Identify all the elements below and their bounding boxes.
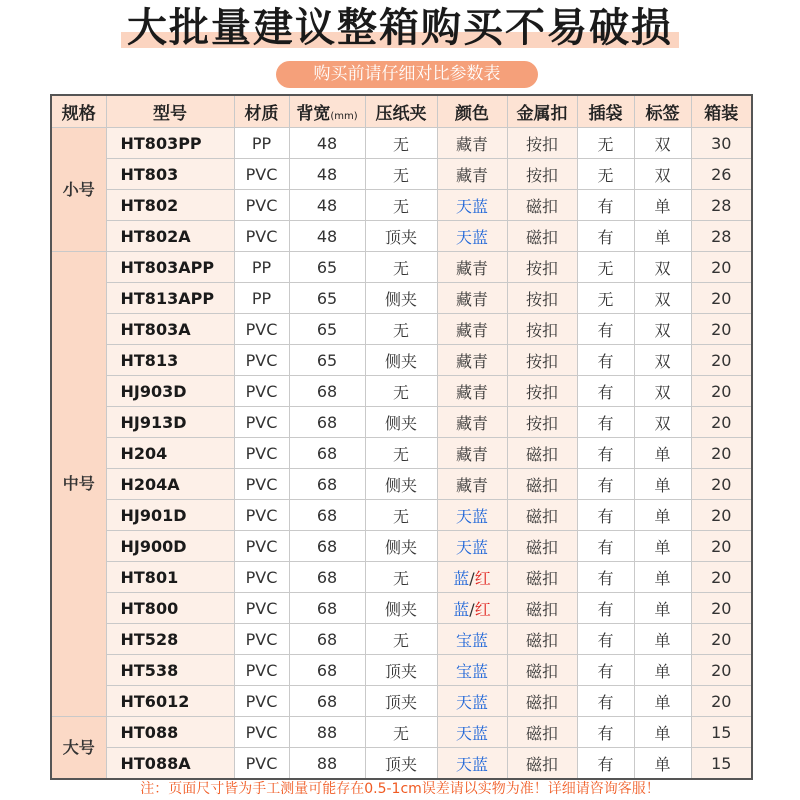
label-cell: 单 — [634, 438, 691, 469]
label-cell: 双 — [634, 159, 691, 190]
color-cell — [437, 283, 507, 314]
material-cell: PVC — [234, 531, 289, 562]
box-qty-cell: 20 — [691, 438, 752, 469]
clip-cell: 顶夹 — [365, 686, 437, 717]
spine-width-cell: 68 — [289, 469, 365, 500]
label-cell: 双 — [634, 283, 691, 314]
color-cell — [437, 593, 507, 624]
header-clip: 压纸夹 — [365, 95, 437, 128]
clasp-cell: 按扣 — [507, 314, 577, 345]
label-cell: 双 — [634, 376, 691, 407]
clip-cell: 无 — [365, 717, 437, 748]
clasp-cell: 按扣 — [507, 345, 577, 376]
model-cell: HT803A — [106, 314, 234, 345]
color-text: 天蓝 — [455, 506, 488, 526]
material-cell: PVC — [234, 314, 289, 345]
box-qty-cell: 20 — [691, 345, 752, 376]
color-text: 红 — [474, 568, 491, 588]
model-cell: HT6012 — [106, 686, 234, 717]
table-row — [51, 469, 752, 500]
subtitle-badge: 购买前请仔细对比参数表 — [276, 61, 538, 88]
color-text: 藏青 — [455, 444, 488, 464]
table-row — [51, 686, 752, 717]
pocket-cell: 有 — [577, 531, 634, 562]
table-header-row — [51, 95, 752, 128]
table-row — [51, 314, 752, 345]
material-cell: PVC — [234, 562, 289, 593]
label-cell: 单 — [634, 562, 691, 593]
box-qty-cell: 20 — [691, 531, 752, 562]
clip-cell: 无 — [365, 438, 437, 469]
pocket-cell: 有 — [577, 686, 634, 717]
model-cell: HT538 — [106, 655, 234, 686]
color-cell — [437, 190, 507, 221]
banner-title-wrap — [0, 0, 800, 58]
color-cell — [437, 655, 507, 686]
spine-width-cell: 48 — [289, 159, 365, 190]
material-cell: PP — [234, 252, 289, 283]
box-qty-cell: 20 — [691, 407, 752, 438]
header-spine — [289, 95, 365, 128]
material-cell: PP — [234, 283, 289, 314]
box-qty-cell: 28 — [691, 190, 752, 221]
spine-width-cell: 65 — [289, 345, 365, 376]
table-row — [51, 128, 752, 159]
spine-width-cell: 48 — [289, 221, 365, 252]
clasp-cell: 磁扣 — [507, 221, 577, 252]
spec-table — [50, 94, 753, 780]
pocket-cell: 无 — [577, 283, 634, 314]
spine-width-cell: 68 — [289, 593, 365, 624]
pocket-cell: 有 — [577, 345, 634, 376]
model-cell: HT088A — [106, 748, 234, 780]
material-cell: PVC — [234, 438, 289, 469]
clip-cell: 顶夹 — [365, 748, 437, 780]
table-row — [51, 748, 752, 780]
pocket-cell: 有 — [577, 655, 634, 686]
color-text: 蓝 — [453, 599, 470, 619]
pocket-cell: 有 — [577, 624, 634, 655]
pocket-cell: 有 — [577, 190, 634, 221]
clip-cell: 侧夹 — [365, 345, 437, 376]
color-text: / — [469, 568, 475, 588]
color-cell — [437, 159, 507, 190]
clip-cell: 侧夹 — [365, 531, 437, 562]
clip-cell: 无 — [365, 562, 437, 593]
clasp-cell: 磁扣 — [507, 562, 577, 593]
clasp-cell: 按扣 — [507, 159, 577, 190]
spine-width-cell: 68 — [289, 686, 365, 717]
color-text: 藏青 — [455, 320, 488, 340]
spine-width-cell: 65 — [289, 252, 365, 283]
spine-width-cell: 68 — [289, 438, 365, 469]
clip-cell: 无 — [365, 252, 437, 283]
clip-cell: 无 — [365, 159, 437, 190]
clasp-cell: 磁扣 — [507, 190, 577, 221]
box-qty-cell: 20 — [691, 686, 752, 717]
model-cell: HJ901D — [106, 500, 234, 531]
box-qty-cell: 30 — [691, 128, 752, 159]
model-cell: HT802 — [106, 190, 234, 221]
model-cell: HT801 — [106, 562, 234, 593]
color-cell — [437, 128, 507, 159]
pocket-cell: 有 — [577, 314, 634, 345]
box-qty-cell: 20 — [691, 283, 752, 314]
clasp-cell: 按扣 — [507, 407, 577, 438]
spine-width-cell: 48 — [289, 128, 365, 159]
clip-cell: 侧夹 — [365, 407, 437, 438]
box-qty-cell: 20 — [691, 655, 752, 686]
footer-note: 注：页面尺寸皆为手工测量可能存在0.5-1cm误差请以实物为准！详细请咨询客服！ — [140, 781, 660, 797]
clip-cell: 侧夹 — [365, 283, 437, 314]
clasp-cell: 按扣 — [507, 128, 577, 159]
box-qty-cell: 20 — [691, 624, 752, 655]
table-row — [51, 500, 752, 531]
color-cell — [437, 469, 507, 500]
box-qty-cell: 28 — [691, 221, 752, 252]
clip-cell: 无 — [365, 128, 437, 159]
table-row — [51, 407, 752, 438]
label-cell: 单 — [634, 686, 691, 717]
material-cell: PVC — [234, 469, 289, 500]
spine-width-cell: 68 — [289, 376, 365, 407]
label-cell: 单 — [634, 221, 691, 252]
material-cell: PVC — [234, 159, 289, 190]
clip-cell: 顶夹 — [365, 655, 437, 686]
color-text: 天蓝 — [455, 227, 488, 247]
size-group-text: 中号 — [62, 474, 95, 493]
clasp-cell: 磁扣 — [507, 717, 577, 748]
clasp-cell: 磁扣 — [507, 469, 577, 500]
page-title: 大批量建议整箱购买不易破损 — [121, 2, 679, 54]
spine-width-cell: 68 — [289, 531, 365, 562]
label-cell: 单 — [634, 624, 691, 655]
color-text: 宝蓝 — [455, 661, 488, 681]
table-row — [51, 252, 752, 283]
color-text: 藏青 — [455, 289, 488, 309]
size-group-text: 大号 — [62, 737, 95, 757]
model-cell: H204A — [106, 469, 234, 500]
pocket-cell: 无 — [577, 159, 634, 190]
size-group-label — [51, 252, 106, 717]
spine-width-cell: 65 — [289, 314, 365, 345]
box-qty-cell: 20 — [691, 469, 752, 500]
color-cell — [437, 252, 507, 283]
box-qty-cell: 15 — [691, 717, 752, 748]
material-cell: PVC — [234, 624, 289, 655]
model-cell: HT803PP — [106, 128, 234, 159]
color-text: 藏青 — [455, 134, 488, 154]
clip-cell: 无 — [365, 190, 437, 221]
clasp-cell: 按扣 — [507, 283, 577, 314]
material-cell: PVC — [234, 717, 289, 748]
header-group: 规格 — [51, 95, 106, 128]
color-cell — [437, 717, 507, 748]
spec-table-body — [51, 128, 752, 780]
color-cell — [437, 376, 507, 407]
color-text: 藏青 — [455, 475, 488, 495]
model-cell: HJ903D — [106, 376, 234, 407]
table-row — [51, 438, 752, 469]
spine-width-cell: 65 — [289, 283, 365, 314]
color-cell — [437, 748, 507, 780]
label-cell: 单 — [634, 190, 691, 221]
label-cell: 单 — [634, 531, 691, 562]
clip-cell: 无 — [365, 624, 437, 655]
label-cell: 单 — [634, 748, 691, 780]
spine-width-cell: 68 — [289, 407, 365, 438]
model-cell: HJ900D — [106, 531, 234, 562]
material-cell: PVC — [234, 376, 289, 407]
label-cell: 双 — [634, 407, 691, 438]
pocket-cell: 有 — [577, 469, 634, 500]
pocket-cell: 有 — [577, 376, 634, 407]
pocket-cell: 有 — [577, 748, 634, 780]
material-cell: PP — [234, 128, 289, 159]
label-cell: 单 — [634, 717, 691, 748]
label-cell: 双 — [634, 128, 691, 159]
model-cell: HT088 — [106, 717, 234, 748]
box-qty-cell: 26 — [691, 159, 752, 190]
model-cell: HT813 — [106, 345, 234, 376]
color-text: 藏青 — [455, 351, 488, 371]
label-cell: 双 — [634, 252, 691, 283]
pocket-cell: 有 — [577, 407, 634, 438]
label-cell: 双 — [634, 345, 691, 376]
box-qty-cell: 15 — [691, 748, 752, 780]
size-group-label — [51, 717, 106, 780]
table-row — [51, 624, 752, 655]
color-text: 天蓝 — [455, 692, 488, 712]
label-cell: 双 — [634, 314, 691, 345]
material-cell: PVC — [234, 500, 289, 531]
header-spine-label: 背宽 — [296, 104, 331, 124]
model-cell: HJ913D — [106, 407, 234, 438]
table-row — [51, 593, 752, 624]
color-cell — [437, 686, 507, 717]
material-cell: PVC — [234, 686, 289, 717]
color-text: 藏青 — [455, 165, 488, 185]
pocket-cell: 无 — [577, 252, 634, 283]
clip-cell: 侧夹 — [365, 469, 437, 500]
clasp-cell: 磁扣 — [507, 624, 577, 655]
box-qty-cell: 20 — [691, 562, 752, 593]
clasp-cell: 磁扣 — [507, 531, 577, 562]
label-cell: 单 — [634, 593, 691, 624]
color-text: 红 — [474, 599, 491, 619]
color-text: 藏青 — [455, 258, 488, 278]
material-cell: PVC — [234, 407, 289, 438]
model-cell: HT813APP — [106, 283, 234, 314]
label-cell: 单 — [634, 655, 691, 686]
clasp-cell: 磁扣 — [507, 655, 577, 686]
clip-cell: 顶夹 — [365, 221, 437, 252]
label-cell: 单 — [634, 500, 691, 531]
model-cell: HT803 — [106, 159, 234, 190]
clip-cell: 无 — [365, 314, 437, 345]
table-row — [51, 190, 752, 221]
clip-cell: 无 — [365, 500, 437, 531]
material-cell: PVC — [234, 593, 289, 624]
clip-cell: 侧夹 — [365, 593, 437, 624]
pocket-cell: 无 — [577, 128, 634, 159]
size-group-text: 小号 — [62, 179, 95, 199]
color-text: 藏青 — [455, 413, 488, 433]
color-text: 天蓝 — [455, 196, 488, 216]
spine-width-cell: 48 — [289, 190, 365, 221]
label-cell: 单 — [634, 469, 691, 500]
color-cell — [437, 531, 507, 562]
color-cell — [437, 438, 507, 469]
table-row — [51, 221, 752, 252]
box-qty-cell: 20 — [691, 500, 752, 531]
clasp-cell: 磁扣 — [507, 438, 577, 469]
spine-width-cell: 88 — [289, 717, 365, 748]
clasp-cell: 磁扣 — [507, 748, 577, 780]
color-text: / — [469, 599, 475, 619]
material-cell: PVC — [234, 221, 289, 252]
spine-width-cell: 68 — [289, 624, 365, 655]
pocket-cell: 有 — [577, 562, 634, 593]
box-qty-cell: 20 — [691, 252, 752, 283]
header-label: 标签 — [634, 95, 691, 128]
table-row — [51, 345, 752, 376]
box-qty-cell: 20 — [691, 593, 752, 624]
color-text: 蓝 — [453, 568, 470, 588]
color-text: 天蓝 — [455, 754, 488, 774]
header-color: 颜色 — [437, 95, 507, 128]
color-cell — [437, 345, 507, 376]
clasp-cell: 磁扣 — [507, 593, 577, 624]
header-model: 型号 — [106, 95, 234, 128]
clasp-cell: 磁扣 — [507, 500, 577, 531]
header-material: 材质 — [234, 95, 289, 128]
color-cell — [437, 314, 507, 345]
clasp-cell: 按扣 — [507, 376, 577, 407]
size-group-label — [51, 128, 106, 252]
model-cell: HT528 — [106, 624, 234, 655]
pocket-cell: 有 — [577, 500, 634, 531]
model-cell: HT803APP — [106, 252, 234, 283]
header-pocket: 插袋 — [577, 95, 634, 128]
box-qty-cell: 20 — [691, 376, 752, 407]
spine-width-cell: 68 — [289, 562, 365, 593]
color-text: 藏青 — [455, 382, 488, 402]
pocket-cell: 有 — [577, 221, 634, 252]
pocket-cell: 有 — [577, 717, 634, 748]
box-qty-cell: 20 — [691, 314, 752, 345]
table-row — [51, 376, 752, 407]
table-row — [51, 531, 752, 562]
table-row — [51, 562, 752, 593]
color-cell — [437, 407, 507, 438]
material-cell: PVC — [234, 748, 289, 780]
material-cell: PVC — [234, 190, 289, 221]
spine-width-cell: 68 — [289, 500, 365, 531]
pocket-cell: 有 — [577, 593, 634, 624]
color-cell — [437, 500, 507, 531]
header-clasp: 金属扣 — [507, 95, 577, 128]
header-spine-unit: (mm) — [330, 111, 358, 122]
clasp-cell: 磁扣 — [507, 686, 577, 717]
pocket-cell: 有 — [577, 438, 634, 469]
header-box: 箱装 — [691, 95, 752, 128]
color-text: 天蓝 — [455, 723, 488, 743]
spine-width-cell: 88 — [289, 748, 365, 780]
clasp-cell: 按扣 — [507, 252, 577, 283]
color-text: 宝蓝 — [455, 630, 488, 650]
color-text: 天蓝 — [455, 537, 488, 557]
table-row — [51, 283, 752, 314]
color-cell — [437, 562, 507, 593]
table-row — [51, 159, 752, 190]
clip-cell: 无 — [365, 376, 437, 407]
spine-width-cell: 68 — [289, 655, 365, 686]
model-cell: HT800 — [106, 593, 234, 624]
table-row — [51, 717, 752, 748]
material-cell: PVC — [234, 655, 289, 686]
material-cell: PVC — [234, 345, 289, 376]
table-row — [51, 655, 752, 686]
color-cell — [437, 221, 507, 252]
model-cell: H204 — [106, 438, 234, 469]
color-cell — [437, 624, 507, 655]
model-cell: HT802A — [106, 221, 234, 252]
